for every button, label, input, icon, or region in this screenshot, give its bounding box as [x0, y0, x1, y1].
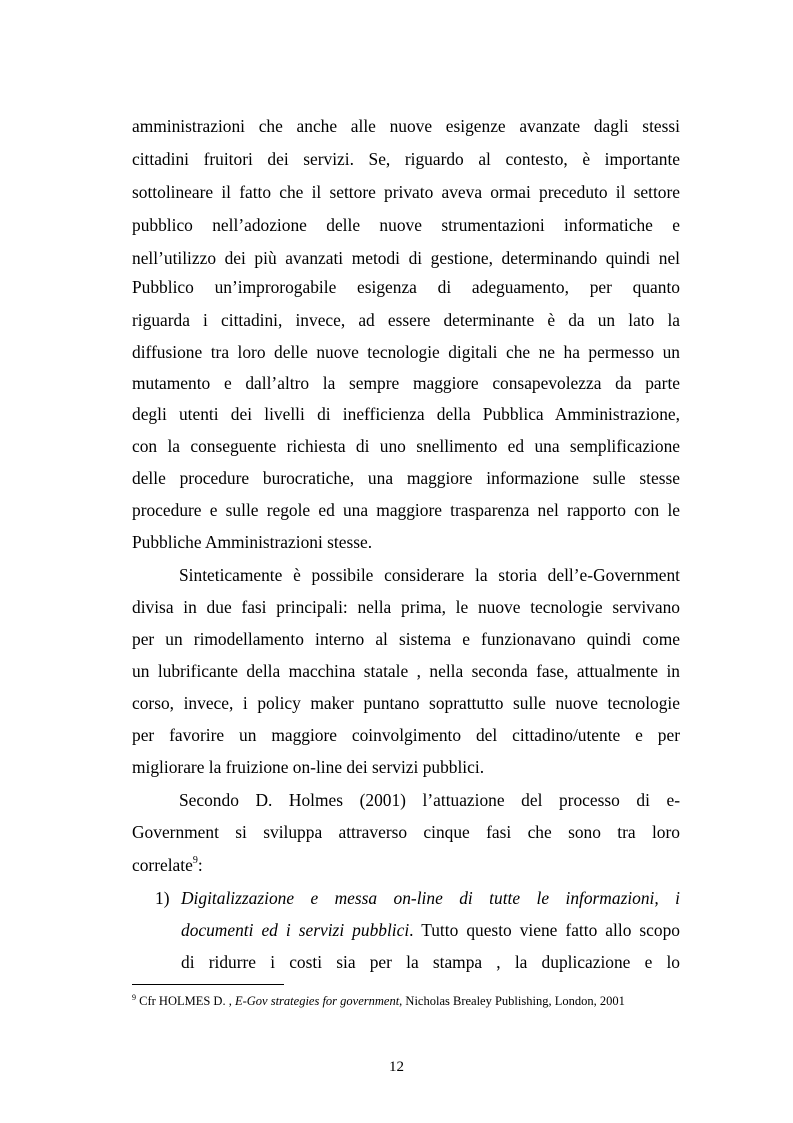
paragraph-line: amministrazioni che anche alle nuove esigenze avanzate dagli stessi: [132, 116, 680, 136]
paragraph-text: :: [197, 855, 203, 875]
paragraph-line: per favorire un maggiore coinvolgimento del cittadino/utente e per: [132, 725, 680, 745]
paragraph-line: per un rimodellamento interno al sistema e funzionavano quindi come: [132, 629, 680, 649]
paragraph-text: correlate: [132, 855, 193, 875]
footnote-number: 9: [132, 993, 136, 1002]
footnote: [132, 994, 625, 1008]
page-number: 12: [389, 1059, 404, 1075]
paragraph-line: Secondo D. Holmes (2001) l’attuazione del processo di e-: [179, 790, 680, 810]
footnote-text: , Nicholas Brealey Publishing, London, 2001: [399, 994, 625, 1008]
footnote-title: E-Gov strategies for government: [234, 994, 400, 1008]
paragraph-line: nell’utilizzo dei più avanzati metodi di gestione, determinando quindi nel: [132, 248, 680, 268]
list-item-line: di ridurre i costi sia per la stampa , la duplicazione e lo: [181, 952, 680, 972]
list-item-italic-text: documenti ed i servizi pubblici: [181, 920, 410, 940]
paragraph-line: diffusione tra loro delle nuove tecnologie digitali che ne ha permesso un: [132, 342, 680, 362]
footnote-reference[interactable]: 9: [192, 855, 198, 866]
paragraph-line: corso, invece, i policy maker puntano soprattutto sulle nuove tecnologie: [132, 693, 680, 713]
paragraph-line: migliorare la fruizione on-line dei servizi pubblici.: [132, 757, 485, 777]
paragraph-line: sottolineare il fatto che il settore privato aveva ormai preceduto il settore: [132, 182, 680, 202]
paragraph-line: mutamento e dall’altro la sempre maggiore consapevolezza da parte: [132, 373, 680, 393]
paragraph-line: procedure e sulle regole ed una maggiore trasparenza nel rapporto con le: [132, 500, 680, 520]
paragraph-line: degli utenti dei livelli di inefficienza della Pubblica Amministrazione,: [132, 404, 680, 424]
list-item-number: 1): [155, 888, 170, 908]
footnote-separator: [132, 984, 284, 985]
paragraph-line: divisa in due fasi principali: nella prima, le nuove tecnologie servivano: [132, 597, 680, 617]
paragraph-line: Pubbliche Amministrazioni stesse.: [132, 532, 373, 552]
list-item-text: . Tutto questo viene fatto allo scopo: [409, 920, 680, 940]
list-item-line: [181, 922, 680, 939]
paragraph-line: delle procedure burocratiche, una maggiore informazione sulle stesse: [132, 468, 680, 488]
list-item-line: Digitalizzazione e messa on-line di tutte le informazioni, i: [181, 888, 680, 908]
paragraph-line: un lubrificante della macchina statale , nella seconda fase, attualmente in: [132, 661, 680, 681]
paragraph-line: Pubblico un’improrogabile esigenza di adeguamento, per quanto: [132, 277, 680, 297]
paragraph-line: riguarda i cittadini, invece, ad essere determinante è da un lato la: [132, 310, 680, 330]
paragraph-line: Government si sviluppa attraverso cinque fasi che sono tra loro: [132, 822, 680, 842]
paragraph-line: con la conseguente richiesta di uno snellimento ed una semplificazione: [132, 436, 680, 456]
footnote-text: Cfr HOLMES D. ,: [136, 994, 235, 1008]
paragraph-line: cittadini fruitori dei servizi. Se, riguardo al contesto, è importante: [132, 149, 680, 169]
paragraph-line: Sinteticamente è possibile considerare la storia dell’e-Government: [179, 565, 680, 585]
paragraph-line: pubblico nell’adozione delle nuove strumentazioni informatiche e: [132, 215, 680, 235]
paragraph-line: [132, 856, 680, 874]
